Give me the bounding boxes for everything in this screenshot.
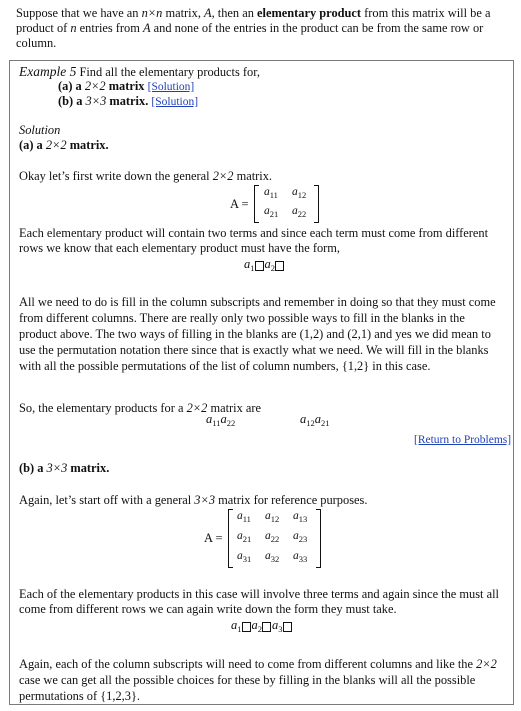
form-subscript: 3: [278, 624, 283, 634]
matrix-label: A =: [230, 197, 249, 211]
intro-text: , then an: [211, 6, 258, 20]
cell-subscript: 12: [270, 514, 280, 524]
part-label: matrix.: [67, 461, 110, 475]
left-bracket: [254, 185, 259, 223]
matrix-cell: [237, 509, 251, 524]
product-letter: a: [314, 412, 321, 426]
product-letter: a: [300, 412, 307, 426]
example-title: Example 5: [19, 64, 77, 79]
product-letter: a: [220, 412, 227, 426]
text: matrix for reference purposes.: [215, 493, 368, 507]
cell-letter: a: [265, 510, 271, 522]
paragraph-permutations-3: [19, 656, 505, 704]
cell-letter: a: [293, 510, 299, 522]
form-subscript: 2: [257, 624, 262, 634]
form-letter: a: [251, 618, 258, 632]
matrix-cell: [292, 204, 306, 219]
cell-subscript: 21: [269, 209, 279, 219]
form-3-terms: [231, 618, 293, 634]
paragraph-general-2x2: [19, 169, 505, 184]
example-part-a: [58, 79, 521, 95]
cell-letter: a: [237, 510, 243, 522]
example-box: [9, 60, 514, 705]
intro-text: from this matrix will be a product of: [16, 6, 491, 35]
cell-subscript: 21: [242, 534, 252, 544]
text: Again, each of the column subscripts will need to come from different columns and like the: [19, 657, 477, 671]
matrix-cell: [265, 509, 279, 524]
math: (1,2): [299, 327, 324, 341]
product-2: [300, 412, 330, 428]
product-subscript: 21: [321, 418, 330, 428]
cell-letter: a: [237, 530, 243, 542]
math: 3×3: [194, 493, 216, 507]
blank-box: [275, 261, 284, 271]
cell-letter: a: [293, 550, 299, 562]
intro-text: and none of the entries in the product can be from the same row or column.: [16, 21, 484, 50]
matrix-3x3: [204, 509, 354, 569]
cell-letter: a: [292, 186, 298, 198]
form-letter: a: [244, 257, 251, 271]
paragraph-form-3: Each of the elementary products in this case will involve three terms and again since the must all come from different rows we can again write down the form they must take.: [19, 587, 499, 616]
intro-math-a: A: [204, 6, 212, 20]
matrix-cell: [265, 549, 279, 564]
matrix-2x2: [230, 185, 350, 223]
cell-subscript: 13: [298, 514, 308, 524]
paragraph-form: Each elementary product will contain two terms and since each term must come from different rows we know that each elementary product must have the form,: [19, 226, 489, 255]
cell-subscript: 11: [269, 190, 278, 200]
part-label: (b) a: [58, 94, 86, 108]
cell-subscript: 11: [242, 514, 251, 524]
right-bracket: [314, 185, 319, 223]
intro-paragraph: [16, 6, 510, 51]
solution-link-b[interactable]: [Solution]: [151, 96, 199, 108]
cell-letter: a: [264, 205, 270, 217]
matrix-label: A =: [204, 531, 223, 545]
product-letter: a: [206, 412, 213, 426]
matrix-cell: [265, 529, 279, 544]
part-math: 2×2: [84, 79, 106, 93]
text: So, the elementary products for a: [19, 401, 187, 415]
matrix-cell: [293, 549, 307, 564]
part-label: (a) a: [19, 138, 46, 152]
right-bracket: [316, 509, 321, 568]
intro-math-n: n: [70, 21, 77, 35]
matrix-cell: [292, 185, 306, 200]
matrix-cell: [237, 549, 251, 564]
text: matrix are: [207, 401, 262, 415]
text: in this case.: [369, 359, 431, 373]
product-subscript: 12: [306, 418, 315, 428]
cell-letter: a: [265, 530, 271, 542]
math: (2,1): [347, 327, 372, 341]
form-letter: a: [231, 618, 238, 632]
form-letter: a: [272, 618, 279, 632]
part-label: (a) a: [58, 79, 85, 93]
text: and: [323, 327, 348, 341]
part-math: 2×2: [45, 138, 67, 152]
intro-math-a: A: [142, 21, 151, 35]
text: and yes we did mean to use the permutation notation there since that is exactly what we need. We will fill in the blanks with all the possible permutations of the list of column numbers,: [19, 327, 491, 373]
text: .: [136, 689, 141, 703]
cell-subscript: 12: [297, 190, 307, 200]
matrix-cell: [293, 529, 307, 544]
product-1: [206, 412, 235, 428]
blank-box: [283, 622, 292, 632]
intro-math-nxn: n×n: [141, 6, 163, 20]
solution-part-b-heading: [19, 461, 505, 476]
text: All we need to do is fill in the column subscripts and remember in doing so that they must come from different columns. There are really only two possible ways to fill in the blanks in the product above. The two ways of filling in the blanks are: [19, 295, 496, 341]
text: matrix.: [233, 169, 273, 183]
blank-box: [242, 622, 251, 632]
text: case we can get all the possible choices for these by filling in the blanks will all the possible permutations of: [19, 673, 476, 703]
part-label: (b) a: [19, 461, 47, 475]
paragraph-permutations: [19, 294, 505, 374]
form-2-terms: [244, 257, 285, 273]
product-subscript: 22: [226, 418, 236, 428]
example-header: [19, 64, 505, 80]
intro-text: Suppose that we have an: [16, 6, 142, 20]
solution-link-a[interactable]: [Solution]: [147, 81, 195, 93]
cell-subscript: 32: [270, 554, 280, 564]
paragraph-general-3x3: [19, 493, 505, 508]
cell-subscript: 22: [297, 209, 307, 219]
part-label: matrix: [105, 79, 145, 93]
intro-text: entries from: [76, 21, 143, 35]
example-prompt: Find all the elementary products for,: [79, 65, 260, 79]
cell-subscript: 23: [298, 534, 308, 544]
form-subscript: 2: [270, 263, 275, 273]
matrix-cell: [264, 204, 278, 219]
math: 2×2: [476, 657, 497, 671]
cell-subscript: 31: [242, 554, 252, 564]
matrix-cell: [264, 185, 278, 200]
solution-heading: Solution: [19, 123, 61, 137]
cell-letter: a: [265, 550, 271, 562]
math: 2×2: [186, 401, 208, 415]
part-label: matrix.: [106, 94, 149, 108]
form-subscript: 1: [237, 624, 242, 634]
cell-letter: a: [293, 530, 299, 542]
math: 2×2: [212, 169, 234, 183]
part-math: 3×3: [85, 94, 107, 108]
math: {1,2}: [341, 359, 370, 373]
cell-letter: a: [292, 205, 298, 217]
cell-subscript: 22: [270, 534, 280, 544]
part-label: matrix.: [66, 138, 109, 152]
intro-text: matrix,: [162, 6, 205, 20]
intro-bold-term: elementary product: [257, 6, 362, 20]
math: {1,2,3}: [100, 689, 137, 703]
matrix-cell: [293, 509, 307, 524]
part-math: 3×3: [46, 461, 68, 475]
paragraph-products-2x2: [19, 401, 505, 416]
return-to-problems-link[interactable]: [Return to Problems]: [414, 434, 512, 446]
form-letter: a: [264, 257, 271, 271]
text: Okay let’s first write down the general: [19, 169, 213, 183]
text: Again, let’s start off with a general: [19, 493, 195, 507]
left-bracket: [228, 509, 233, 568]
blank-box: [255, 261, 264, 271]
form-subscript: 1: [250, 263, 255, 273]
blank-box: [262, 622, 271, 632]
example-part-b: [58, 94, 521, 110]
solution-part-a-heading: [19, 138, 505, 153]
cell-subscript: 33: [298, 554, 308, 564]
cell-letter: a: [264, 186, 270, 198]
product-subscript: 11: [212, 418, 221, 428]
cell-letter: a: [237, 550, 243, 562]
matrix-cell: [237, 529, 251, 544]
